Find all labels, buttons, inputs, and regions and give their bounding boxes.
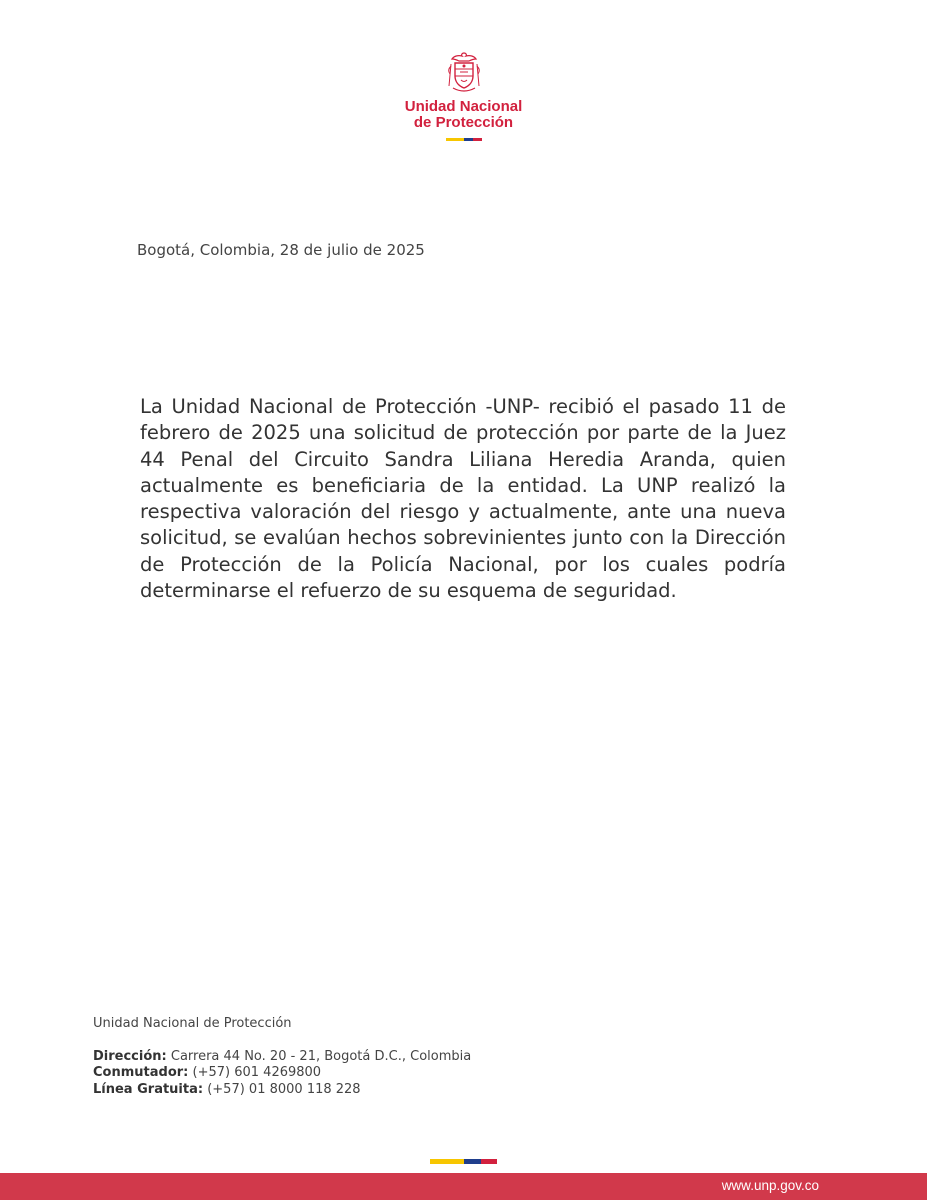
flag-stripe bbox=[446, 138, 482, 141]
footer-band bbox=[0, 1173, 927, 1200]
address-value: Carrera 44 No. 20 - 21, Bogotá D.C., Colombia bbox=[170, 1048, 472, 1064]
website-link[interactable]: www.unp.gov.co bbox=[721, 1178, 819, 1193]
hotline-value: (+57) 01 8000 118 228 bbox=[207, 1081, 361, 1097]
letter-date: Bogotá, Colombia, 28 de julio de 2025 bbox=[137, 241, 425, 259]
org-name-line2: de Protección bbox=[413, 114, 514, 131]
flag-blue bbox=[464, 138, 473, 141]
footer-flag-red bbox=[481, 1159, 497, 1164]
switchboard-label: Conmutador: bbox=[93, 1065, 189, 1080]
footer-flag-yellow bbox=[430, 1159, 464, 1164]
coat-of-arms-icon bbox=[445, 50, 483, 94]
flag-red bbox=[473, 138, 482, 141]
footer-org-name: Unidad Nacional de Protección bbox=[93, 1016, 292, 1031]
letterhead bbox=[0, 50, 927, 141]
footer-contact bbox=[93, 1016, 471, 1098]
footer-hotline bbox=[93, 1082, 471, 1099]
org-name bbox=[0, 99, 927, 131]
flag-yellow bbox=[446, 138, 464, 141]
letter-body: La Unidad Nacional de Protección -UNP- recibió el pasado 11 de febrero de 2025 una solicitud de protección por parte de la Juez 44 Penal del Circuito Sandra Liliana Heredia Aranda, quien actualmente es beneficiaria de la entidad. La UNP realizó la respectiva valoración del riesgo y actualmente, ante una nueva solicitud, se evalúan hechos sobrevinientes junto con la Dirección de Protección de la Policía Nacional, por los cuales podría determinarse el refuerzo de su esquema de seguridad. bbox=[140, 395, 786, 603]
hotline-label: Línea Gratuita: bbox=[93, 1081, 204, 1097]
org-name-line1: Unidad Nacional bbox=[404, 98, 523, 115]
footer-address bbox=[93, 1049, 471, 1066]
footer-flag-blue bbox=[464, 1159, 481, 1164]
footer-switchboard bbox=[93, 1065, 471, 1082]
switchboard-value: (+57) 601 4269800 bbox=[192, 1065, 322, 1080]
address-label: Dirección: bbox=[93, 1048, 167, 1064]
footer-flag-stripe bbox=[430, 1159, 497, 1164]
